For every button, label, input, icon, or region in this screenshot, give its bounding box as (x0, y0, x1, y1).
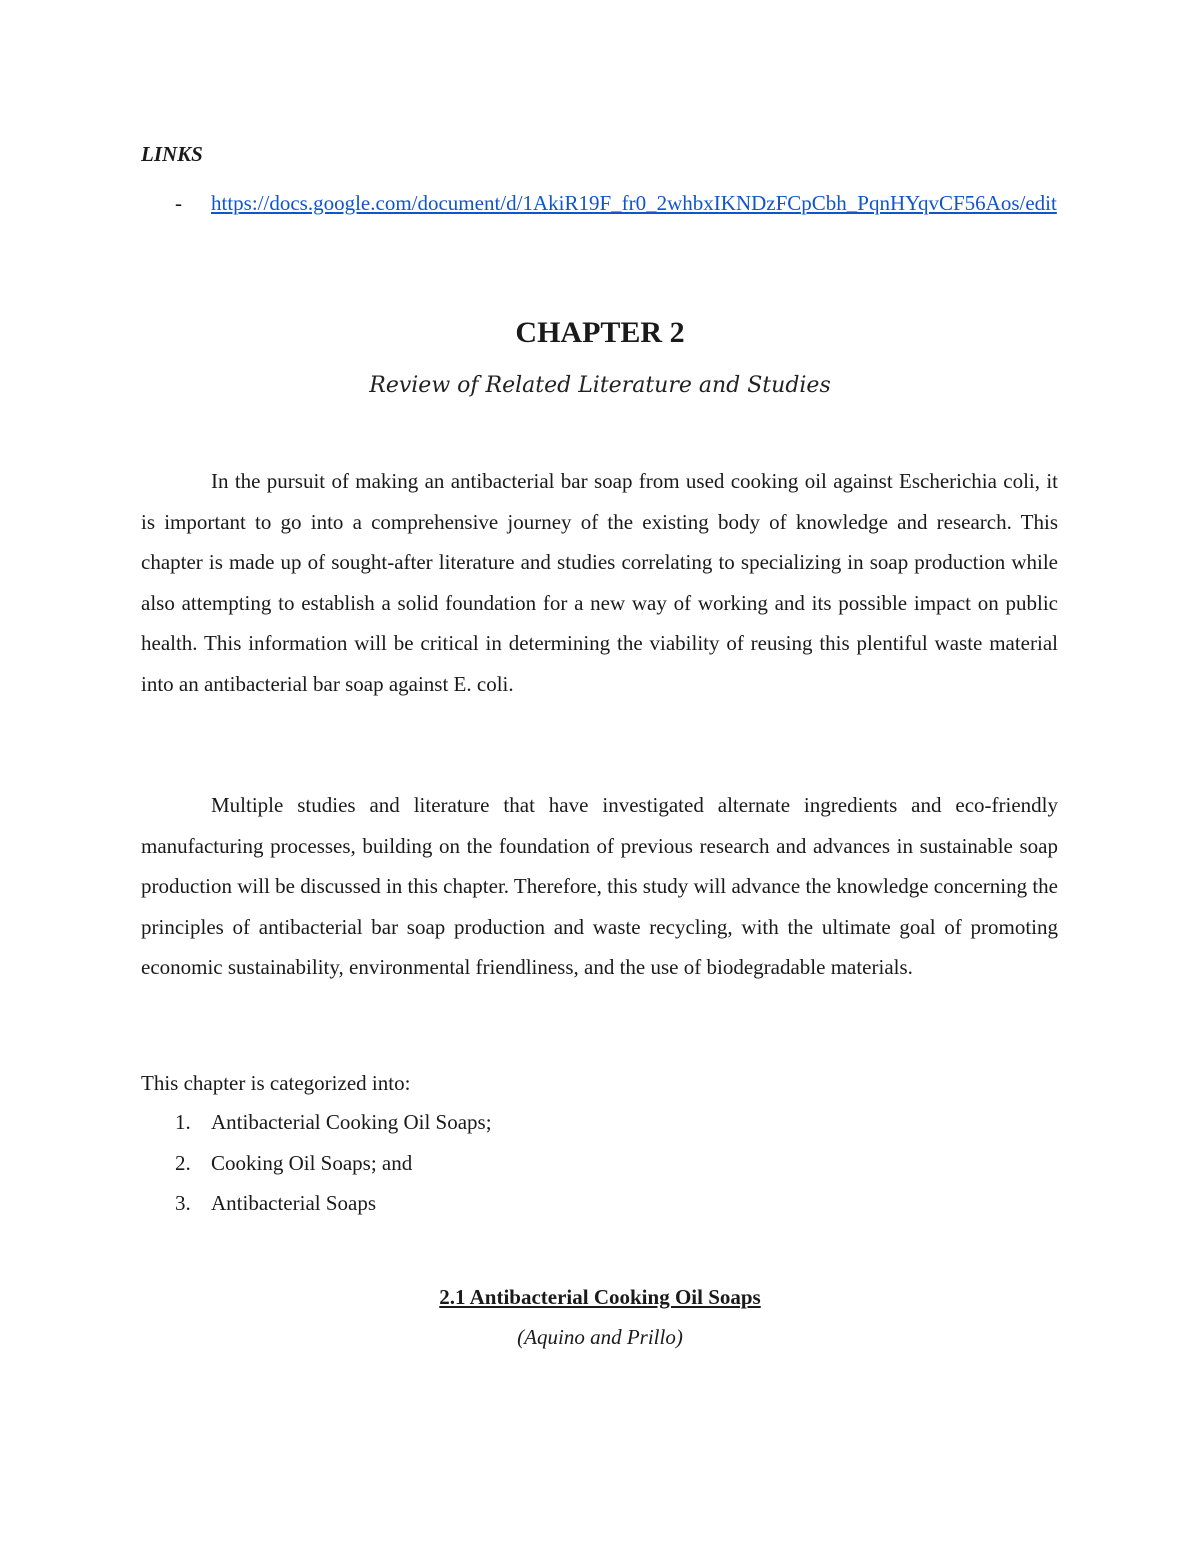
chapter-title: CHAPTER 2 (515, 316, 685, 349)
list-number: 3. (175, 1191, 191, 1215)
list-item-text: Antibacterial Cooking Oil Soaps; (211, 1110, 492, 1134)
section-heading: 2.1 Antibacterial Cooking Oil Soaps (439, 1285, 761, 1309)
paragraph-introduction: In the pursuit of making an antibacterial bar soap from used cooking oil against Escherichia coli, it is important to go into a comprehensive journey of the existing body of knowledge and research. This chapter is made up of sought-after literature and studies correlating to specializing in soap production while also attempting to establish a solid foundation for a new way of working and its possible impact on public health. This information will be critical in determining the viability of reusing this plentiful waste material into an antibacterial bar soap against E. coli. (141, 469, 1058, 696)
links-heading: LINKS (141, 142, 203, 166)
list-item-text: Cooking Oil Soaps; and (211, 1150, 413, 1175)
category-intro: This chapter is categorized into: (141, 1071, 411, 1095)
list-item-text: Antibacterial Soaps (211, 1191, 377, 1215)
google-doc-link[interactable]: https://docs.google.com/document/d/1AkiR19F_fr0_2whbxIKNDzFCpCbh_PqnHYqvCF56Aos/edit (211, 191, 1057, 215)
paragraph-scope: Multiple studies and literature that have investigated alternate ingredients and eco-friendly manufacturing processes, building on the foundation of previous research and advances in sustainable soap production will be discussed in this chapter. Therefore, this study will advance the knowledge concerning the principles of antibacterial bar soap production and waste recycling, with the ultimate goal of promoting economic sustainability, environmental friendliness, and the use of biodegradable materials. (141, 793, 1058, 980)
list-number: 1. (175, 1110, 191, 1134)
chapter-subtitle: Review of Related Literature and Studies (369, 373, 831, 398)
list-number: 2. (175, 1150, 191, 1175)
list-bullet: - (175, 191, 182, 215)
section-authors: (Aquino and Prillo) (517, 1325, 683, 1349)
